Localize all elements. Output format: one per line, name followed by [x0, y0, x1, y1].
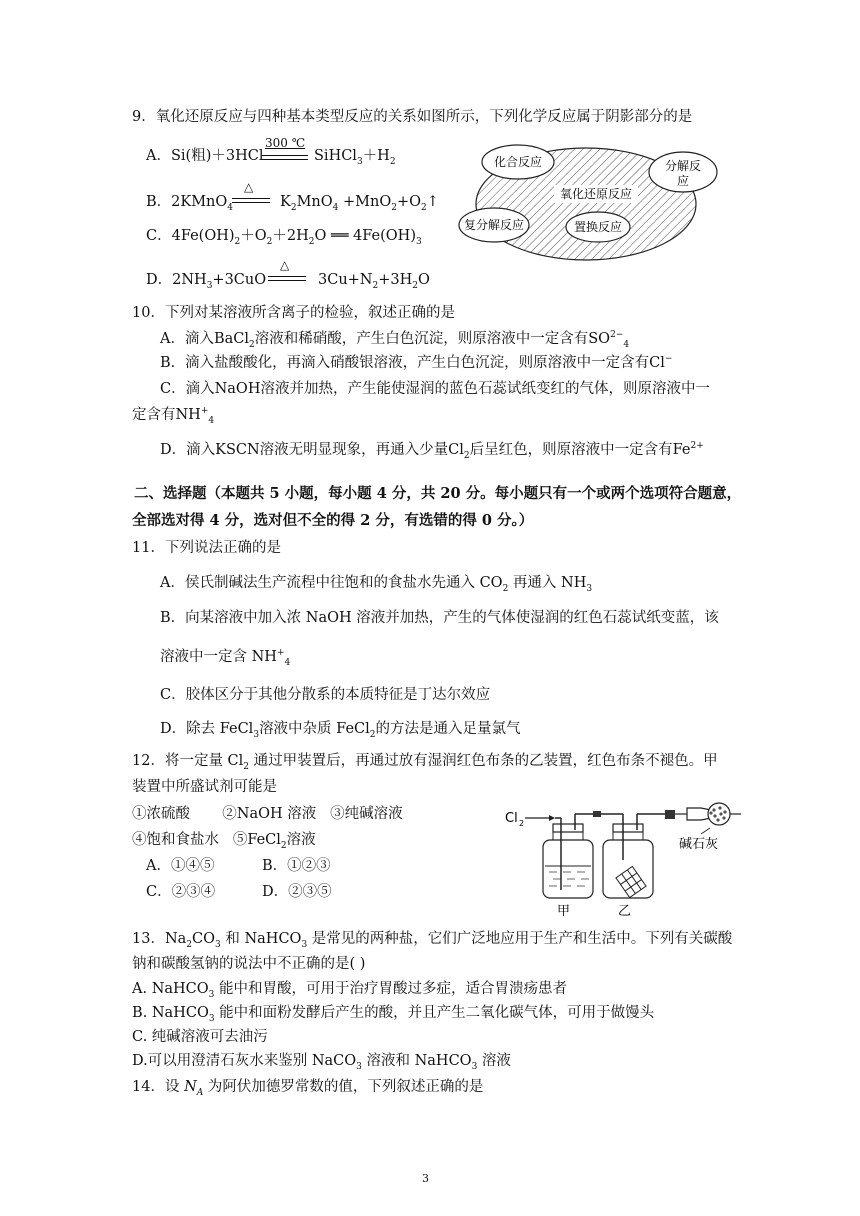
svg-text:化合反应: 化合反应: [493, 155, 543, 169]
q11-option-b-line2: 溶液中一定含 $NH^+_4$: [160, 648, 291, 668]
q9-option-c: C．$4Fe(OH)_2+O_2+2H_2O$ ══ $4Fe(OH)_3$: [146, 228, 422, 247]
q12-options-row1: ①浓硫酸 ②NaOH 溶液 ③纯碱溶液: [132, 806, 403, 822]
q9-a-equals: [262, 155, 308, 160]
svg-text:碱石灰: 碱石灰: [679, 837, 719, 852]
q11-stem: 11．下列说法正确的是: [132, 540, 281, 556]
svg-text:应: 应: [676, 174, 690, 188]
q12-option-a: A．①④⑤: [146, 858, 215, 874]
svg-text:复分解反应: 复分解反应: [463, 218, 525, 232]
q10-option-a: A．滴入BaCl$_2$溶液和稀硝酸，产生白色沉淀，则原溶液中一定含有$SO^{2-}_4$: [160, 330, 630, 350]
q12-option-c: C．②③④: [146, 884, 216, 900]
q13-stem-line1: 13．$Na_2CO_3$ 和 NaHCO$_3$ 是常见的两种盐，它们广泛地应用于生产和生活中。下列有关碳酸: [132, 931, 733, 950]
q10-stem: 10．下列对某溶液所含离子的检验，叙述正确的是: [132, 305, 455, 321]
q11-option-b-line1: B．向某溶液中加入浓 NaOH 溶液并加热，产生的气体使湿润的红色石蕊试纸变蓝，该: [160, 610, 719, 626]
q10-option-b: B．滴入盐酸酸化，再滴入硝酸银溶液，产生白色沉淀，则原溶液中一定含有Cl−: [160, 354, 673, 371]
q11-option-c: C．胶体区分于其他分散系的本质特征是丁达尔效应: [160, 687, 491, 703]
q13-option-b: B. NaHCO$_3$ 能中和面粉发酵后产生的酸，并且产生二氧化碳气体，可用于做馒头: [132, 1005, 655, 1024]
svg-text:2: 2: [519, 819, 525, 828]
page-number: 3: [422, 1172, 429, 1185]
q9-venn-diagram: [456, 140, 746, 265]
section2-header-line2: 全部选对得 4 分，选对但不全的得 2 分，有选错的得 0 分。）: [132, 512, 534, 529]
svg-text:氧化还原反应: 氧化还原反应: [559, 187, 633, 201]
q14-stem: 14．设 $N_A$ 为阿伏加德罗常数的值，下列叙述正确的是: [132, 1079, 484, 1098]
q12-option-d: D．②③⑤: [262, 884, 332, 900]
q10-option-c-line2: 定含有$NH^+_4$: [132, 406, 215, 426]
q10-option-c-line1: C．滴入NaOH溶液并加热，产生能使湿润的蓝色石蕊试纸变红的气体，则原溶液中一: [160, 381, 710, 397]
q13-option-d: D.可以用澄清石灰水来鉴别 NaCO$_3$ 溶液和 NaHCO$_3$ 溶液: [132, 1053, 511, 1072]
svg-text:分解反: 分解反: [664, 159, 702, 173]
q12-apparatus-diagram: [505, 800, 745, 920]
q9-d-condition: △: [280, 258, 290, 272]
q11-option-d: D．除去 FeCl$_3$溶液中杂质 FeCl$_2$的方法是通入足量氯气: [160, 721, 521, 740]
q13-stem-line2: 钠和碳酸氢钠的说法中不正确的是( ): [132, 956, 366, 972]
svg-text:置换反应: 置换反应: [573, 220, 623, 234]
q9-option-a: A．Si(粗)＋3HCl: [146, 148, 264, 164]
q9-b-condition: △: [244, 180, 254, 194]
q9-a-condition: 300 ℃: [265, 136, 306, 150]
q9-option-d: D．$2NH_3+3CuO$: [146, 272, 267, 291]
svg-text:Cl: Cl: [505, 811, 518, 826]
q9-b-equals: [232, 198, 270, 203]
q11-option-a: A．侯氏制碱法生产流程中往饱和的食盐水先通入 $CO_2$ 再通入 $NH_3$: [160, 575, 593, 594]
svg-text:甲: 甲: [557, 904, 571, 919]
q9-d-products: $3Cu+N_2+3H_2O$: [318, 272, 430, 291]
bottle-jia: [543, 840, 593, 898]
q13-option-a: A. NaHCO$_3$ 能中和胃酸，可用于治疗胃酸过多症，适合胃溃疡患者: [132, 981, 567, 1000]
q9-stem: 9．氧化还原反应与四种基本类型反应的关系如图所示，下列化学反应属于阴影部分的是: [132, 109, 693, 125]
q12-options-row2: ④饱和食盐水 ⑤FeCl$_2$溶液: [132, 832, 316, 851]
q13-option-c: C. 纯碱溶液可去油污: [132, 1029, 268, 1045]
q9-d-equals: [268, 276, 306, 281]
q9-option-b: B．2KMnO$_4$: [146, 194, 234, 213]
q9-b-products: $K_2MnO_4$ $+MnO_2+O_2↑$: [280, 194, 439, 213]
q12-stem-line2: 装置中所盛试剂可能是: [132, 779, 277, 795]
svg-text:乙: 乙: [618, 904, 632, 919]
q9-a-products: $SiHCl_3+H_2$: [314, 148, 396, 167]
q10-option-d: D．滴入KSCN溶液无明显现象，再通入少量$Cl_2$后呈红色，则原溶液中一定含有$Fe^{2+}$: [160, 441, 704, 461]
section2-header-line1: 二、选择题（本题共 5 小题，每小题 4 分，共 20 分。每小题只有一个或两个选项符合题意，: [134, 485, 742, 502]
q12-stem-line1: 12．将一定量 $Cl_2$ 通过甲装置后，再通过放有湿润红色布条的乙装置，红色布条不褪色。甲: [132, 753, 718, 772]
q12-option-b: B．①②③: [262, 858, 331, 874]
